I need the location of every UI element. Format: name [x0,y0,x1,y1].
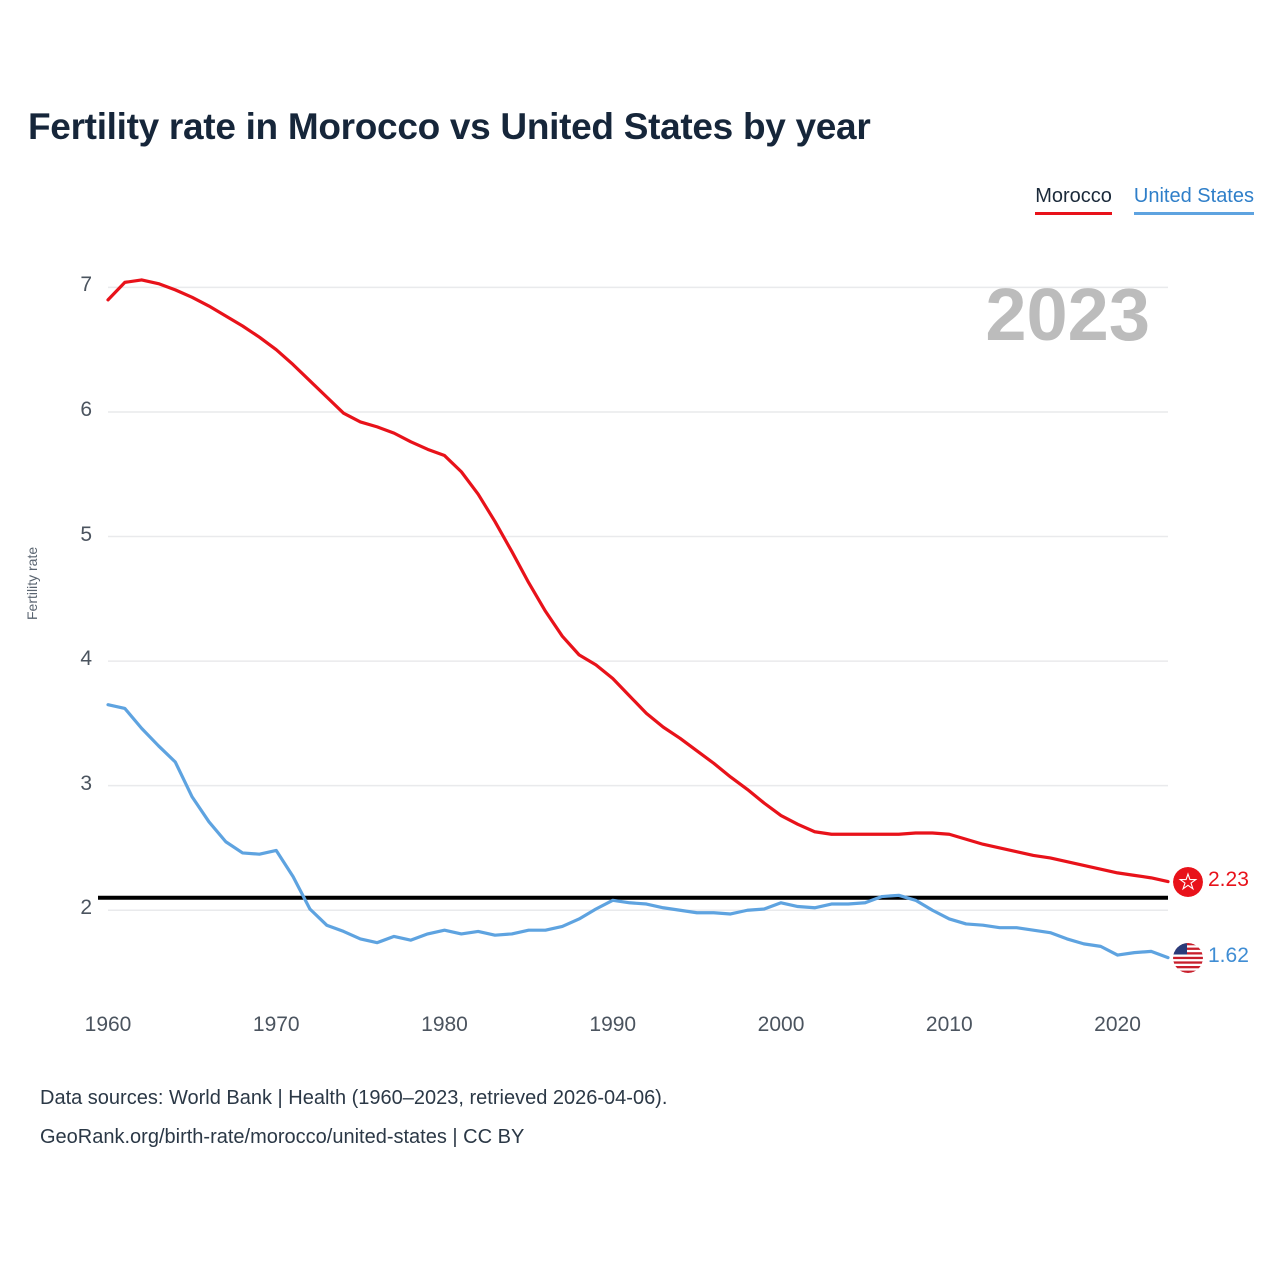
series-lines [108,280,1168,958]
gridlines [108,287,1168,910]
footer-attribution: GeoRank.org/birth-rate/morocco/united-states | CC BY [40,1126,525,1148]
legend-item-united-states[interactable]: United States [1134,185,1254,215]
footer-data-sources: Data sources: World Bank | Health (1960–2023, retrieved 2026-04-06). [40,1087,668,1109]
y-tick-label: 3 [80,771,92,795]
x-tick-label: 1960 [84,1013,132,1036]
y-tick-label: 5 [80,522,92,546]
y-tick-label: 4 [80,647,92,671]
x-tick-label: 2010 [925,1013,973,1036]
us-flag-icon [1173,943,1203,973]
x-tick-label: 1970 [252,1013,300,1036]
x-tick-label: 2020 [1094,1013,1141,1036]
legend-item-morocco[interactable]: Morocco [1035,185,1112,215]
x-tick-label: 2000 [757,1013,805,1036]
morocco-flag-icon [1173,867,1203,897]
morocco-endpoint-value: 2.23 [1208,867,1249,891]
y-tick-label: 6 [80,397,92,421]
x-tick-label: 1990 [589,1013,637,1036]
y-tick-label: 2 [80,896,92,920]
us-endpoint-value: 1.62 [1208,943,1249,967]
x-tick-label: 1980 [421,1013,468,1036]
y-tick-label: 7 [80,273,92,297]
y-axis-label: Fertility rate [24,546,40,620]
page-title: Fertility rate in Morocco vs United States by year [28,106,871,147]
year-watermark: 2023 [985,273,1150,356]
